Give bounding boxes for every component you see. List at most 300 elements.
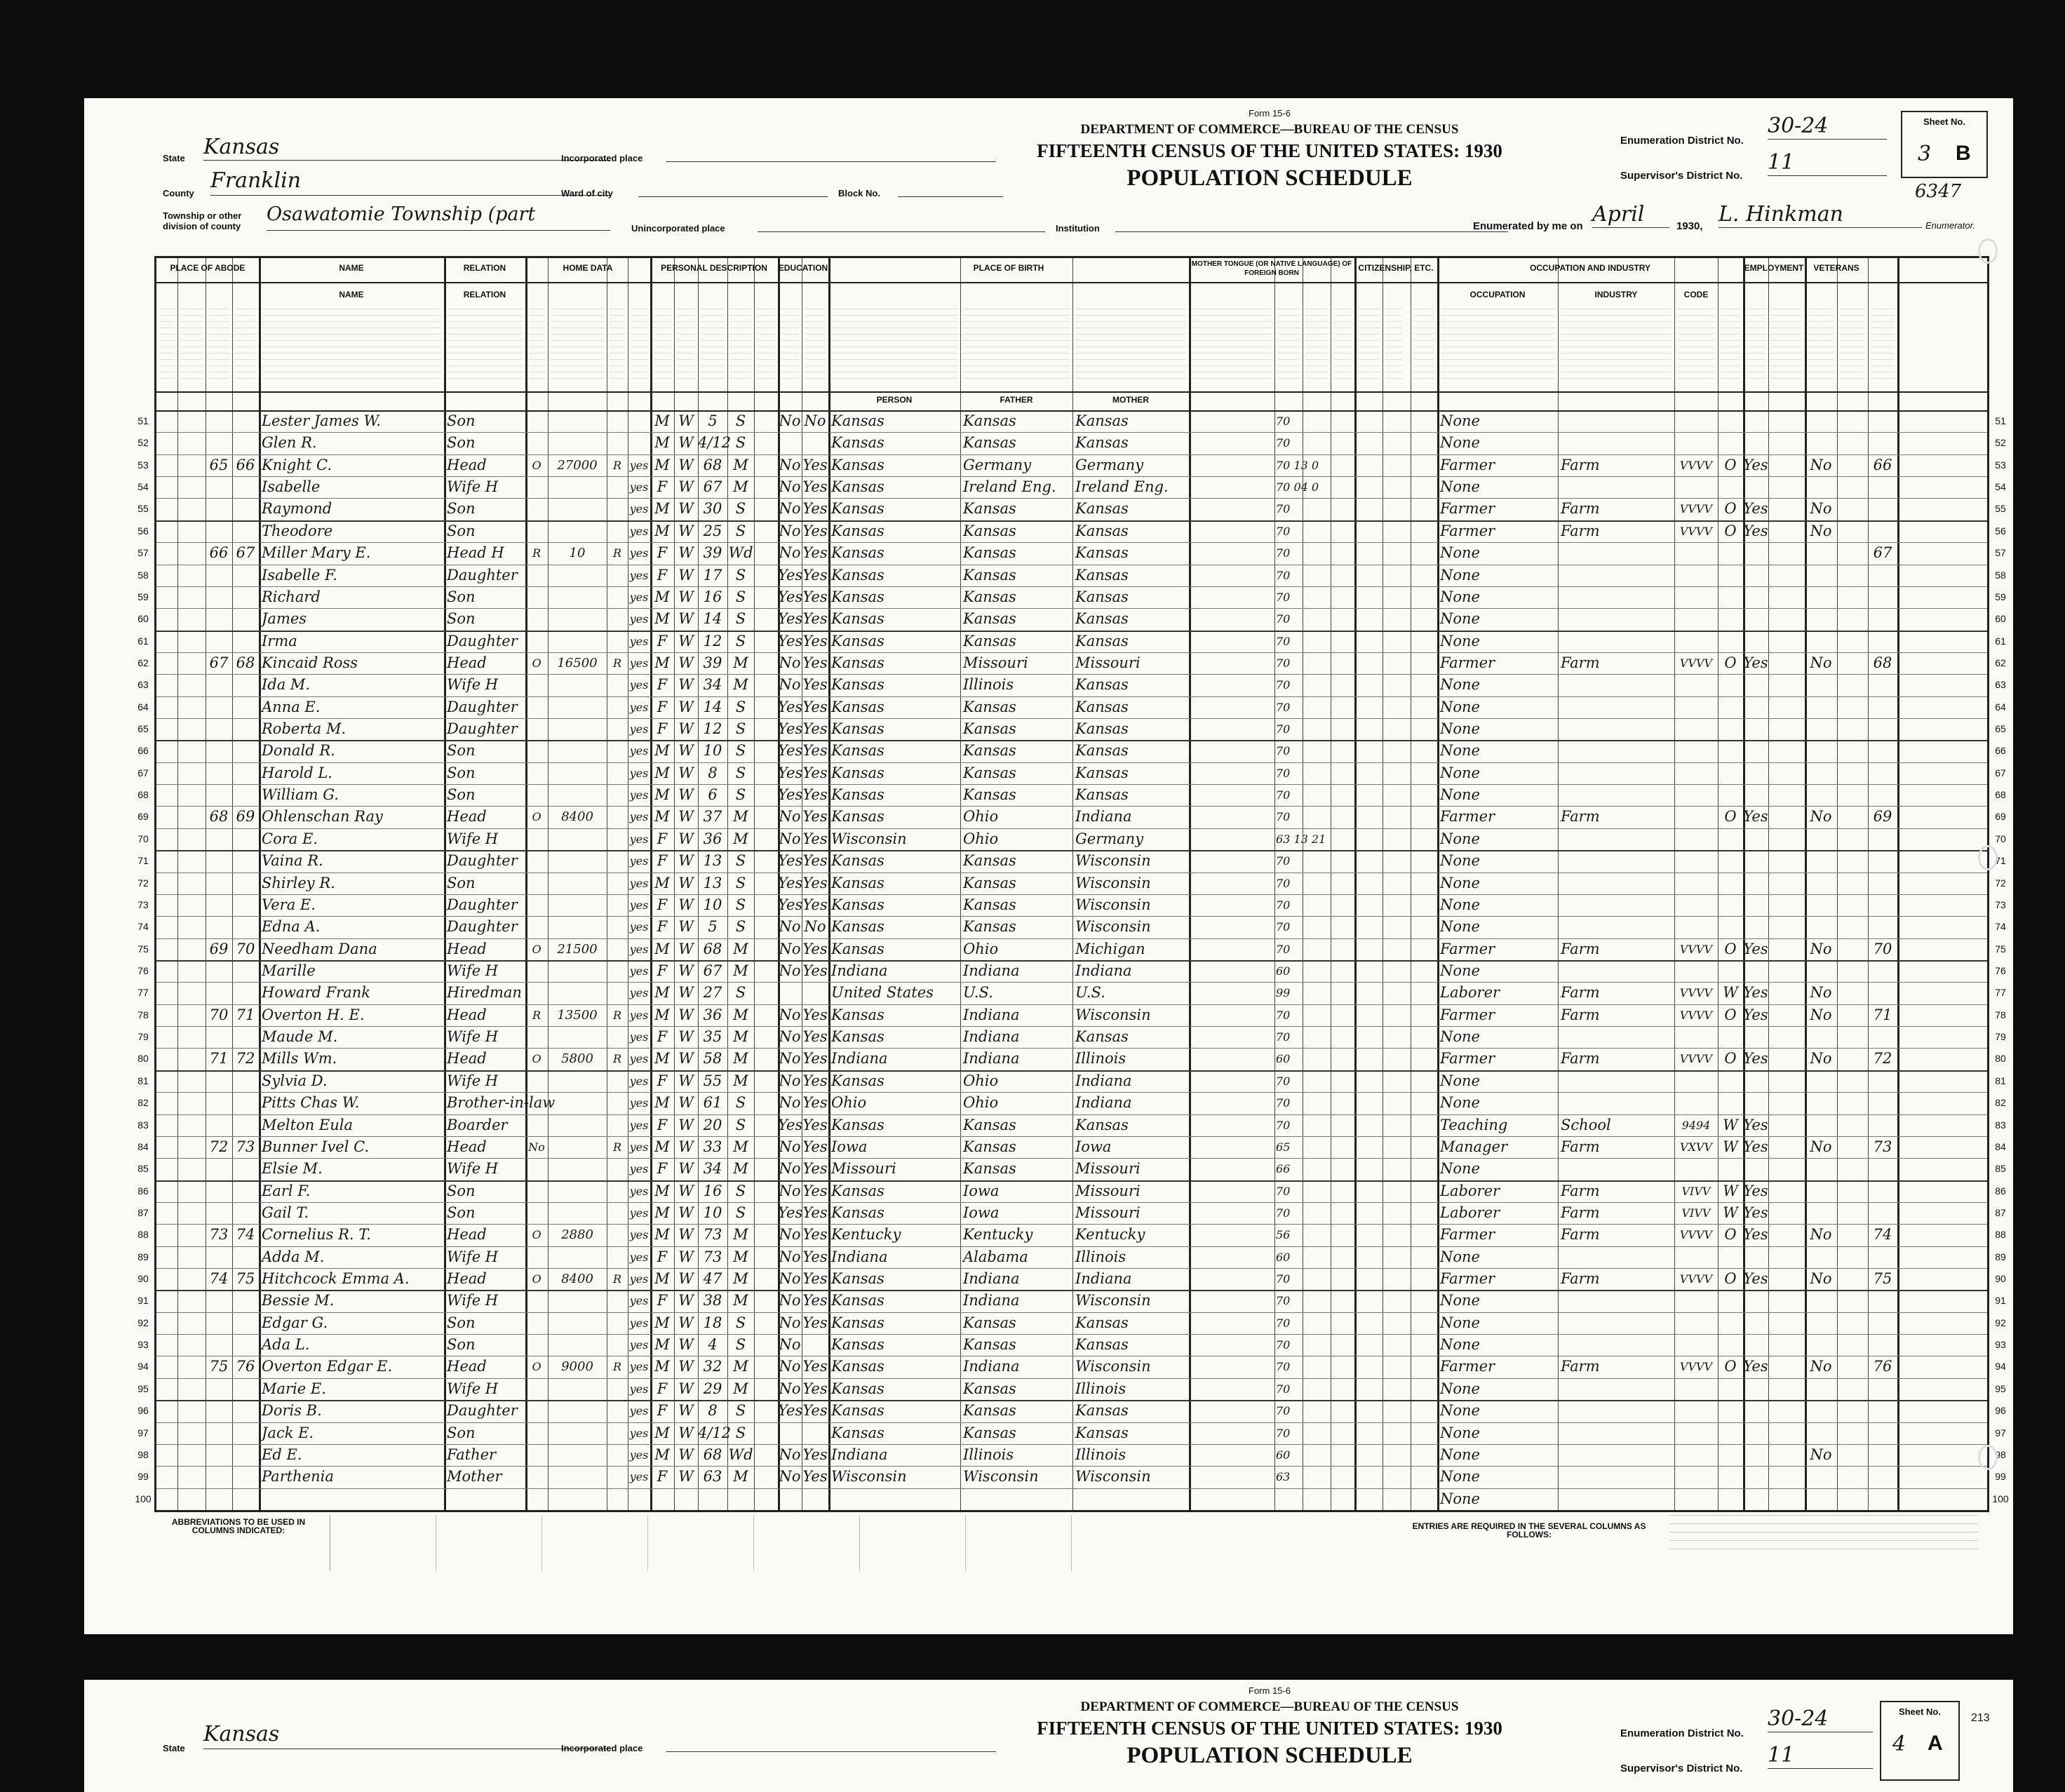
cell-race: W <box>678 830 694 847</box>
line-number: 99 <box>137 1471 149 1483</box>
cell-birth: Kansas <box>831 1380 884 1397</box>
enum-district-label: Enumeration District No. <box>1620 135 1744 147</box>
table-row <box>137 762 2006 784</box>
cell-rel: Son <box>447 434 476 452</box>
cell-father: Ohio <box>963 808 999 826</box>
table-row <box>137 828 2006 850</box>
enumerated-month: April <box>1592 202 1669 228</box>
line-number: 90 <box>137 1273 149 1285</box>
cell-birth: Kansas <box>831 852 884 870</box>
cell-farm: yes <box>629 876 649 890</box>
cell-school: Yes <box>778 720 803 738</box>
cell-occ: None <box>1440 434 1480 452</box>
cell-race: W <box>678 874 694 891</box>
cell-farmsched: 74 <box>1873 1226 1892 1244</box>
cell-farm: yes <box>629 590 649 604</box>
cell-code: 70 04 0 <box>1276 480 1319 494</box>
cell-dw: 72 <box>209 1138 229 1155</box>
cell-sex: F <box>657 1072 668 1089</box>
cell-age: 14 <box>703 698 722 715</box>
cell-race: W <box>678 698 694 715</box>
cell-sex: M <box>654 1226 670 1244</box>
cell-occ: None <box>1440 1248 1480 1265</box>
cell-code: 70 <box>1276 436 1291 450</box>
cell-rel: Daughter <box>447 720 518 738</box>
table-row <box>137 982 2006 1004</box>
cell-father: Kansas <box>963 918 1016 936</box>
table-row <box>137 1290 2006 1312</box>
cell-code: 70 <box>1276 1382 1291 1396</box>
cell-code: 63 13 21 <box>1276 832 1326 846</box>
cell-farm: yes <box>629 634 649 648</box>
cell-occ: None <box>1440 918 1480 936</box>
cell-age: 34 <box>703 676 722 694</box>
cell-farm: yes <box>629 1052 649 1066</box>
header-fine-print <box>653 307 671 384</box>
cell-fam: 73 <box>236 1138 255 1155</box>
cell-own: O <box>532 1360 542 1374</box>
cell-farm: yes <box>629 1162 649 1176</box>
cell-birth: Kansas <box>831 478 884 496</box>
cell-father: Kansas <box>963 786 1016 804</box>
cell-name: Isabelle F. <box>262 566 337 584</box>
line-number: 98 <box>137 1448 149 1460</box>
next-sheet-label: Sheet No. <box>1899 1706 1941 1717</box>
cell-birth: Indiana <box>831 1050 888 1067</box>
cell-ind: Farm <box>1561 1226 1600 1244</box>
cell-rel: Daughter <box>447 852 518 870</box>
line-number: 86 <box>137 1185 149 1197</box>
cell-mother: Kansas <box>1075 522 1129 539</box>
cell-sex: M <box>654 1314 670 1331</box>
cell-school: No <box>779 1138 801 1155</box>
cell-read: No <box>804 918 826 936</box>
cell-age: 12 <box>703 720 722 738</box>
cell-occcode: VVVV <box>1679 1228 1713 1242</box>
cell-ms: Wd <box>728 1446 753 1463</box>
next-side-number: 213 <box>1971 1712 1990 1724</box>
cell-race: W <box>678 676 694 694</box>
state-label: State <box>163 153 185 163</box>
cell-fam: 72 <box>236 1050 255 1067</box>
cell-name: Lester James W. <box>262 412 382 429</box>
table-row <box>137 1092 2006 1114</box>
entries-title: ENTRIES ARE REQUIRED IN THE SEVERAL COLUMNS AS FOLLOWS: <box>1412 1521 1646 1540</box>
cell-school: No <box>779 522 801 539</box>
cell-occ: None <box>1440 566 1480 584</box>
table-row <box>137 1268 2006 1290</box>
county-field: Franklin <box>210 168 610 196</box>
census-title: FIFTEENTH CENSUS OF THE UNITED STATES: 1930 <box>1037 140 1502 161</box>
header-fine-print <box>1721 307 1740 384</box>
cell-birth: Indiana <box>831 1446 888 1463</box>
abbreviations-table <box>330 1515 1158 1571</box>
header-fine-print <box>963 307 1070 384</box>
cell-code: 70 <box>1276 1426 1291 1440</box>
cell-school: Yes <box>778 896 803 913</box>
line-number: 65 <box>1995 723 2006 735</box>
cell-mother: Kansas <box>1075 1028 1129 1046</box>
township-field: Osawatomie Township (part <box>267 203 610 231</box>
enumerator-label: Enumerator. <box>1925 220 1976 231</box>
cell-birth: Kansas <box>831 1336 884 1354</box>
cell-sex: M <box>654 808 670 826</box>
cell-age: 67 <box>703 478 722 496</box>
cell-farm: yes <box>629 1118 649 1132</box>
cell-sex: M <box>654 1270 670 1288</box>
line-number: 96 <box>137 1405 149 1417</box>
cell-occ: None <box>1440 764 1480 781</box>
line-number: 69 <box>1995 811 2006 823</box>
cell-race: W <box>678 1006 694 1023</box>
cell-ms: S <box>735 1116 746 1133</box>
line-number: 89 <box>137 1251 149 1262</box>
cell-mother: Kansas <box>1075 742 1129 760</box>
cell-name: Needham Dana <box>262 940 377 957</box>
cell-sex: M <box>654 742 670 760</box>
cell-birth: Kansas <box>831 610 884 628</box>
cell-father: Kansas <box>963 544 1016 562</box>
cell-birth: Kansas <box>831 698 884 715</box>
cell-occ: None <box>1440 1292 1480 1309</box>
line-number: 63 <box>137 679 149 691</box>
cell-val: 16500 <box>557 655 598 671</box>
stamp-number: 6347 <box>1915 181 1962 202</box>
cell-age: 68 <box>703 456 722 473</box>
cell-rel: Head <box>447 1358 487 1375</box>
cell-read: Yes <box>802 786 828 804</box>
cell-birth: Kansas <box>831 720 884 738</box>
cell-cls: W <box>1723 1138 1738 1155</box>
cell-rel: Son <box>447 1314 476 1331</box>
table-row <box>137 960 2006 982</box>
cell-val: 10 <box>569 546 586 561</box>
table-row <box>137 740 2006 762</box>
cell-occ: None <box>1440 786 1480 804</box>
cell-dw: 71 <box>209 1050 229 1067</box>
cell-read: Yes <box>802 1072 828 1089</box>
cell-farm: yes <box>629 546 649 560</box>
cell-ms: M <box>733 1468 748 1486</box>
table-row <box>137 1444 2006 1466</box>
cell-code: 70 <box>1276 415 1291 428</box>
header-fine-print <box>262 307 441 384</box>
cell-ms: S <box>735 434 746 452</box>
cell-name: Richard <box>262 588 321 605</box>
cell-school: No <box>779 456 801 473</box>
cell-age: 5 <box>708 918 718 936</box>
line-number: 56 <box>1995 525 2006 537</box>
cell-race: W <box>678 1292 694 1309</box>
cell-birth: Kentucky <box>831 1226 901 1244</box>
cell-sex: M <box>654 588 670 605</box>
header-fine-print <box>551 307 604 384</box>
cell-age: 68 <box>703 940 722 957</box>
cell-val: 27000 <box>557 457 598 473</box>
table-row <box>137 542 2006 564</box>
cell-farm: yes <box>629 744 649 758</box>
cell-mother: Kansas <box>1075 720 1129 738</box>
table-row <box>137 1136 2006 1158</box>
cell-school: No <box>779 1072 801 1089</box>
cell-vet: No <box>1810 984 1832 1002</box>
cell-mother: Illinois <box>1075 1050 1126 1067</box>
cell-rel: Brother-in-law <box>447 1094 556 1112</box>
cell-ms: S <box>735 918 746 936</box>
cell-own: R <box>532 546 542 560</box>
cell-birth: Kansas <box>831 1204 884 1221</box>
cell-code: 70 <box>1276 1404 1291 1418</box>
cell-race: W <box>678 984 694 1002</box>
cell-farm: yes <box>629 612 649 626</box>
line-number: 89 <box>1995 1251 2006 1262</box>
cell-code: 70 <box>1276 612 1291 626</box>
cell-radio: R <box>612 1140 622 1154</box>
cell-father: Kansas <box>963 1116 1016 1133</box>
header-fine-print <box>447 307 523 384</box>
line-number: 83 <box>1995 1119 2006 1131</box>
cell-sex: F <box>657 1248 668 1265</box>
cell-mother: Kansas <box>1075 566 1129 584</box>
cell-ind: Farm <box>1561 984 1600 1002</box>
cell-name: Howard Frank <box>262 984 370 1002</box>
cell-mother: Kansas <box>1075 1116 1129 1133</box>
cell-race: W <box>678 500 694 518</box>
line-number: 74 <box>1995 921 2006 933</box>
cell-read: Yes <box>802 1138 828 1155</box>
cell-occ: None <box>1440 1402 1480 1420</box>
cell-rel: Head <box>447 456 487 473</box>
cell-read: Yes <box>802 874 828 891</box>
cell-ms: S <box>735 1314 746 1331</box>
cell-ms: M <box>733 1072 748 1089</box>
cell-name: Ada L. <box>262 1336 310 1354</box>
line-number: 60 <box>137 613 149 625</box>
table-row <box>137 1334 2006 1356</box>
cell-occ: None <box>1440 412 1480 429</box>
header-fine-print <box>1305 307 1328 384</box>
table-row <box>137 1246 2006 1268</box>
cell-father: Ohio <box>963 1094 999 1112</box>
cell-ms: M <box>733 940 748 957</box>
line-number: 94 <box>1995 1361 2006 1373</box>
cell-sex: M <box>654 1006 670 1023</box>
cell-farmsched: 66 <box>1873 456 1892 473</box>
cell-age: 67 <box>703 962 722 979</box>
cell-birth: Kansas <box>831 434 884 452</box>
cell-farmsched: 72 <box>1873 1050 1892 1067</box>
line-number: 82 <box>137 1097 149 1109</box>
header-fine-print <box>1385 307 1402 384</box>
cell-race: W <box>678 720 694 738</box>
cell-race: W <box>678 896 694 913</box>
cell-mother: Wisconsin <box>1075 852 1151 870</box>
cell-age: 47 <box>703 1270 722 1288</box>
cell-father: Kansas <box>963 1424 1016 1441</box>
line-number: 62 <box>137 656 149 668</box>
cell-ms: M <box>733 1248 748 1265</box>
cell-name: Sylvia D. <box>262 1072 328 1089</box>
table-row <box>137 1378 2006 1400</box>
table-row <box>137 784 2006 806</box>
cell-school: No <box>779 808 801 826</box>
cell-code: 70 13 0 <box>1276 458 1319 472</box>
header-fine-print <box>805 307 826 384</box>
cell-age: 10 <box>703 742 722 760</box>
cell-name: Doris B. <box>262 1402 322 1420</box>
cell-father: Kansas <box>963 434 1016 452</box>
cell-school: Yes <box>778 610 803 628</box>
cell-name: Earl F. <box>262 1182 311 1199</box>
cell-age: 8 <box>708 764 718 781</box>
cell-occ: Farmer <box>1440 1006 1495 1023</box>
cell-mother: Kansas <box>1075 1314 1129 1331</box>
cell-dw: 75 <box>209 1358 229 1375</box>
column-label-occupation: OCCUPATION <box>1469 290 1526 299</box>
cell-ms: S <box>735 896 746 913</box>
line-number: 54 <box>137 481 149 493</box>
line-number: 85 <box>1995 1163 2006 1175</box>
cell-age: 73 <box>703 1248 722 1265</box>
cell-school: Yes <box>778 742 803 760</box>
cell-occ: None <box>1440 896 1480 913</box>
cell-sex: M <box>654 456 670 473</box>
cell-farm: yes <box>629 700 649 714</box>
cell-sex: F <box>657 896 668 913</box>
cell-name: Adda M. <box>262 1248 325 1265</box>
cell-dw: 65 <box>209 456 229 473</box>
cell-birth: Indiana <box>831 1248 888 1265</box>
cell-farm: yes <box>629 1338 649 1352</box>
cell-dw: 66 <box>209 544 229 562</box>
cell-age: 17 <box>703 566 722 584</box>
cell-sex: M <box>654 500 670 518</box>
cell-val: 21500 <box>557 941 598 957</box>
cell-birth: Kansas <box>831 786 884 804</box>
cell-ms: M <box>733 478 748 496</box>
cell-read: Yes <box>802 1094 828 1112</box>
cell-birth: Kansas <box>831 742 884 760</box>
cell-school: No <box>779 1226 801 1244</box>
cell-farm: yes <box>629 986 649 1000</box>
cell-father: Kansas <box>963 764 1016 781</box>
cell-age: 61 <box>703 1094 722 1112</box>
cell-ind: Farm <box>1561 1138 1600 1155</box>
next-supervisor-label: Supervisor's District No. <box>1620 1763 1743 1774</box>
cell-birth: Kansas <box>831 522 884 539</box>
cell-age: 20 <box>703 1116 722 1133</box>
cell-race: W <box>678 1446 694 1463</box>
cell-school: Yes <box>778 1116 803 1133</box>
cell-occ: None <box>1440 720 1480 738</box>
cell-rel: Head <box>447 940 487 957</box>
cell-cls: O <box>1724 940 1737 957</box>
cell-sex: F <box>657 1116 668 1133</box>
cell-birth: Kansas <box>831 654 884 671</box>
cell-mother: Illinois <box>1075 1248 1126 1265</box>
cell-ms: S <box>735 1204 746 1221</box>
line-number: 59 <box>1995 591 2006 602</box>
cell-sex: M <box>654 874 670 891</box>
table-row <box>137 520 2006 542</box>
next-enum-district-label: Enumeration District No. <box>1620 1727 1744 1739</box>
cell-rel: Daughter <box>447 566 518 584</box>
cell-occ: Farmer <box>1440 1226 1495 1244</box>
header-fine-print <box>631 307 647 384</box>
cell-code: 60 <box>1276 1250 1291 1264</box>
cell-occ: Farmer <box>1440 940 1495 957</box>
cell-birth: Kansas <box>831 1270 884 1288</box>
cell-occ: Farmer <box>1440 500 1495 518</box>
cell-farmsched: 76 <box>1873 1358 1892 1375</box>
cell-race: W <box>678 1116 694 1133</box>
cell-sex: M <box>654 940 670 957</box>
cell-age: 4/12 <box>698 434 732 452</box>
header-fine-print <box>757 307 775 384</box>
cell-read: Yes <box>802 610 828 628</box>
cell-school: No <box>779 918 801 936</box>
line-number: 64 <box>1995 701 2006 713</box>
cell-sex: M <box>654 1094 670 1112</box>
cell-name: Pitts Chas W. <box>262 1094 360 1112</box>
cell-dw: 69 <box>209 940 229 957</box>
column-group-header: PERSONAL DESCRIPTION <box>661 263 767 273</box>
cell-dw: 73 <box>209 1226 229 1244</box>
unincorporated-label: Unincorporated place <box>631 223 725 234</box>
cell-cls: O <box>1724 1006 1737 1023</box>
cell-code: 70 <box>1276 854 1291 868</box>
cell-birth: Kansas <box>831 588 884 605</box>
column-group-header: VETERANS <box>1813 263 1859 273</box>
cell-ms: M <box>733 1028 748 1046</box>
column-label-father: FATHER <box>1000 395 1033 405</box>
cell-farm: yes <box>629 1096 649 1110</box>
line-number: 55 <box>137 503 149 515</box>
cell-birth: Wisconsin <box>831 830 907 847</box>
cell-age: 63 <box>703 1468 722 1486</box>
column-label-industry: INDUSTRY <box>1594 290 1638 299</box>
cell-sex: M <box>654 610 670 628</box>
cell-farm: yes <box>629 1184 649 1198</box>
cell-read: Yes <box>802 1160 828 1178</box>
cell-rel: Daughter <box>447 698 518 715</box>
cell-emp: Yes <box>1743 984 1768 1002</box>
cell-name: Melton Eula <box>262 1116 354 1133</box>
cell-race: W <box>678 1028 694 1046</box>
cell-code: 70 <box>1276 722 1291 736</box>
header-fine-print <box>1440 307 1555 384</box>
cell-school: No <box>779 500 801 518</box>
cell-cls: O <box>1724 654 1737 671</box>
table-row <box>137 1400 2006 1422</box>
cell-school: No <box>779 544 801 562</box>
cell-vet: No <box>1810 522 1832 539</box>
cell-vet: No <box>1810 1006 1832 1023</box>
cell-school: No <box>779 1468 801 1486</box>
cell-rel: Daughter <box>447 632 518 649</box>
sheet-number-box <box>1901 111 1988 178</box>
state-field: Kansas <box>203 135 610 161</box>
cell-father: Iowa <box>963 1204 1000 1221</box>
cell-school: No <box>779 1248 801 1265</box>
cell-rel: Mother <box>447 1468 502 1486</box>
cell-ind: Farm <box>1561 456 1600 473</box>
cell-occ: Farmer <box>1440 1358 1495 1375</box>
cell-rel: Head <box>447 1226 487 1244</box>
cell-occ: None <box>1440 1380 1480 1397</box>
cell-read: Yes <box>802 1358 828 1375</box>
cell-fam: 75 <box>236 1270 255 1288</box>
